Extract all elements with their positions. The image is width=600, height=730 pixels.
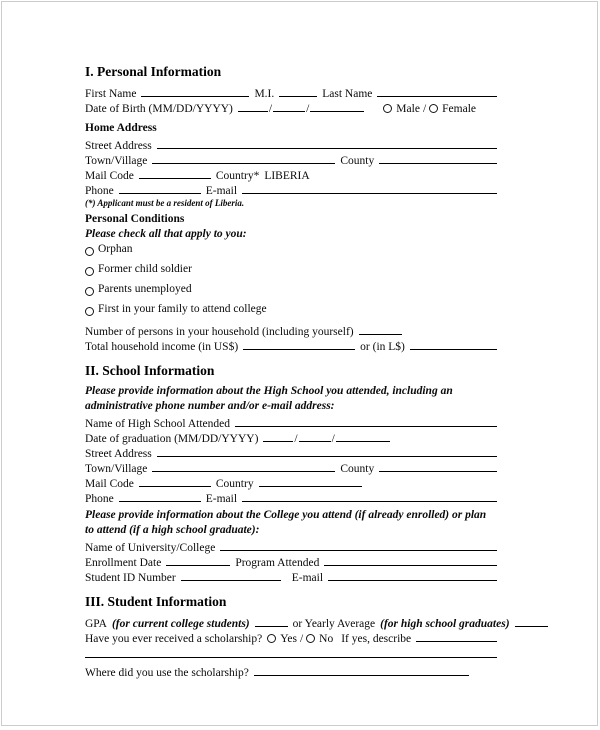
scholarship-yes-label: Yes (280, 633, 297, 645)
mi-label: M.I. (254, 88, 275, 100)
grad-year-field[interactable] (336, 430, 390, 442)
parents-unemployed-radio[interactable] (85, 287, 94, 296)
email-field[interactable] (242, 182, 497, 194)
email-label: E-mail (205, 185, 238, 197)
male-radio[interactable] (383, 104, 392, 113)
conditions-hint: Please check all that apply to you: (85, 228, 247, 240)
income-usd-field[interactable] (243, 338, 355, 350)
hs-town-label: Town/Village (85, 463, 148, 475)
parents-unemployed-label: Parents unemployed (98, 283, 192, 295)
grad-slash1: / (294, 433, 298, 445)
orphan-radio[interactable] (85, 247, 94, 256)
hs-phone-field[interactable] (119, 490, 201, 502)
former-child-soldier-radio[interactable] (85, 267, 94, 276)
hs-town-field[interactable] (152, 460, 335, 472)
first-name-field[interactable] (141, 85, 249, 97)
where-field[interactable] (254, 664, 469, 676)
personal-conditions-heading: Personal Conditions (85, 213, 185, 225)
row-mail-country (85, 167, 497, 182)
describe-field[interactable] (416, 630, 497, 642)
female-label: Female (442, 103, 476, 115)
county-label: County (340, 155, 375, 167)
dob-day-field[interactable] (273, 100, 305, 112)
household-label: Number of persons in your household (including yourself) (85, 326, 354, 338)
income-or-label: or (in L$) (360, 341, 405, 353)
condition-option-soldier[interactable] (85, 263, 497, 277)
first-name-label: First Name (85, 88, 137, 100)
male-label: Male (396, 103, 420, 115)
row-gpa (85, 615, 510, 630)
yearly-average-label: or Yearly Average (292, 618, 376, 630)
row-grad-date (85, 430, 497, 445)
row-phone-email (85, 182, 497, 197)
first-in-family-radio[interactable] (85, 307, 94, 316)
hs-phone-label: Phone (85, 493, 114, 505)
scholarship-question-label: Have you ever received a scholarship? (85, 633, 263, 645)
describe-continuation-line[interactable] (85, 657, 497, 658)
row-hs-street (85, 445, 497, 460)
yearly-average-field[interactable] (515, 615, 548, 627)
residency-footnote: (*) Applicant must be a resident of Liberia. (85, 198, 245, 208)
college-intro: Please provide information about the College you attend (if already enrolled) or plan to attend (if a high school graduate): (85, 509, 487, 536)
last-name-field[interactable] (377, 85, 497, 97)
town-village-label: Town/Village (85, 155, 148, 167)
last-name-label: Last Name (322, 88, 373, 100)
form-content (85, 64, 510, 679)
mi-field[interactable] (279, 85, 317, 97)
grad-slash2: / (331, 433, 335, 445)
row-hs-phone-email (85, 490, 497, 505)
orphan-label: Orphan (98, 243, 133, 255)
street-address-label: Street Address (85, 140, 152, 152)
grad-day-field[interactable] (299, 430, 331, 442)
county-field[interactable] (379, 152, 497, 164)
hs-county-field[interactable] (379, 460, 497, 472)
yearly-average-note: (for high school graduates) (380, 618, 510, 630)
hs-email-label: E-mail (205, 493, 238, 505)
hs-mail-code-field[interactable] (139, 475, 211, 487)
row-town-county (85, 152, 497, 167)
hs-name-label: Name of High School Attended (85, 418, 231, 430)
dob-slash2: / (306, 103, 310, 115)
hs-email-field[interactable] (242, 490, 497, 502)
college-name-field[interactable] (220, 539, 497, 551)
female-radio[interactable] (429, 104, 438, 113)
describe-label: If yes, describe (341, 633, 412, 645)
household-field[interactable] (359, 323, 402, 335)
home-address-heading: Home Address (85, 122, 157, 134)
country-value: LIBERIA (264, 170, 310, 182)
student-id-field[interactable] (181, 569, 281, 581)
where-question-label: Where did you use the scholarship? (85, 667, 249, 679)
row-hs-name (85, 415, 497, 430)
hs-street-label: Street Address (85, 448, 152, 460)
hs-mail-code-label: Mail Code (85, 478, 134, 490)
dob-month-field[interactable] (238, 100, 268, 112)
former-child-soldier-label: Former child soldier (98, 263, 192, 275)
row-hs-mail-country (85, 475, 497, 490)
college-email-field[interactable] (328, 569, 497, 581)
condition-option-unemployed[interactable] (85, 283, 497, 297)
gpa-note: (for current college students) (111, 618, 250, 630)
mail-code-field[interactable] (139, 167, 211, 179)
row-hs-town-county (85, 460, 497, 475)
hs-name-field[interactable] (235, 415, 497, 427)
highschool-intro: Please provide information about the High School you attended, including an administrative phone number and/or e-mail address: (85, 385, 453, 412)
mail-code-label: Mail Code (85, 170, 134, 182)
gpa-label: GPA (85, 618, 107, 630)
program-attended-label: Program Attended (235, 557, 320, 569)
grad-date-label: Date of graduation (MM/DD/YYYY) (85, 433, 259, 445)
enrollment-date-label: Enrollment Date (85, 557, 162, 569)
section-title-personal: I. Personal Information (85, 64, 222, 79)
row-scholarship (85, 630, 497, 645)
row-dob-gender (85, 100, 497, 115)
hs-county-label: County (340, 463, 375, 475)
street-address-field[interactable] (157, 137, 497, 149)
student-id-label: Student ID Number (85, 572, 176, 584)
dob-year-field[interactable] (310, 100, 364, 112)
income-ld-field[interactable] (410, 338, 497, 350)
phone-field[interactable] (119, 182, 201, 194)
row-studentid-email (85, 569, 497, 584)
college-email-label: E-mail (291, 572, 324, 584)
row-income (85, 338, 497, 353)
row-where-scholarship (85, 664, 497, 679)
grad-month-field[interactable] (263, 430, 293, 442)
hs-country-label: Country (215, 478, 254, 490)
town-village-field[interactable] (152, 152, 335, 164)
row-household (85, 323, 497, 338)
gender-separator: / (422, 103, 427, 115)
yesno-separator: / (299, 633, 304, 645)
college-name-label: Name of University/College (85, 542, 216, 554)
row-college-name (85, 539, 497, 554)
program-attended-field[interactable] (324, 554, 497, 566)
hs-country-field[interactable] (259, 475, 362, 487)
hs-street-field[interactable] (157, 445, 497, 457)
condition-option-orphan[interactable] (85, 243, 497, 257)
income-usd-label: Total household income (in US$) (85, 341, 239, 353)
row-enrollment-program (85, 554, 497, 569)
dob-label: Date of Birth (MM/DD/YYYY) (85, 103, 233, 115)
section-title-student: III. Student Information (85, 594, 227, 609)
scholarship-yes-radio[interactable] (267, 634, 276, 643)
gpa-field[interactable] (255, 615, 288, 627)
dob-slash1: / (268, 103, 273, 115)
enrollment-date-field[interactable] (166, 554, 230, 566)
scholarship-no-radio[interactable] (306, 634, 315, 643)
condition-option-first-college[interactable] (85, 303, 497, 317)
scholarship-no-label: No (319, 633, 334, 645)
row-name (85, 85, 497, 100)
country-label: Country* (215, 170, 260, 182)
section-title-school: II. School Information (85, 363, 215, 378)
phone-label: Phone (85, 185, 114, 197)
row-street (85, 137, 497, 152)
first-in-family-label: First in your family to attend college (98, 303, 267, 315)
